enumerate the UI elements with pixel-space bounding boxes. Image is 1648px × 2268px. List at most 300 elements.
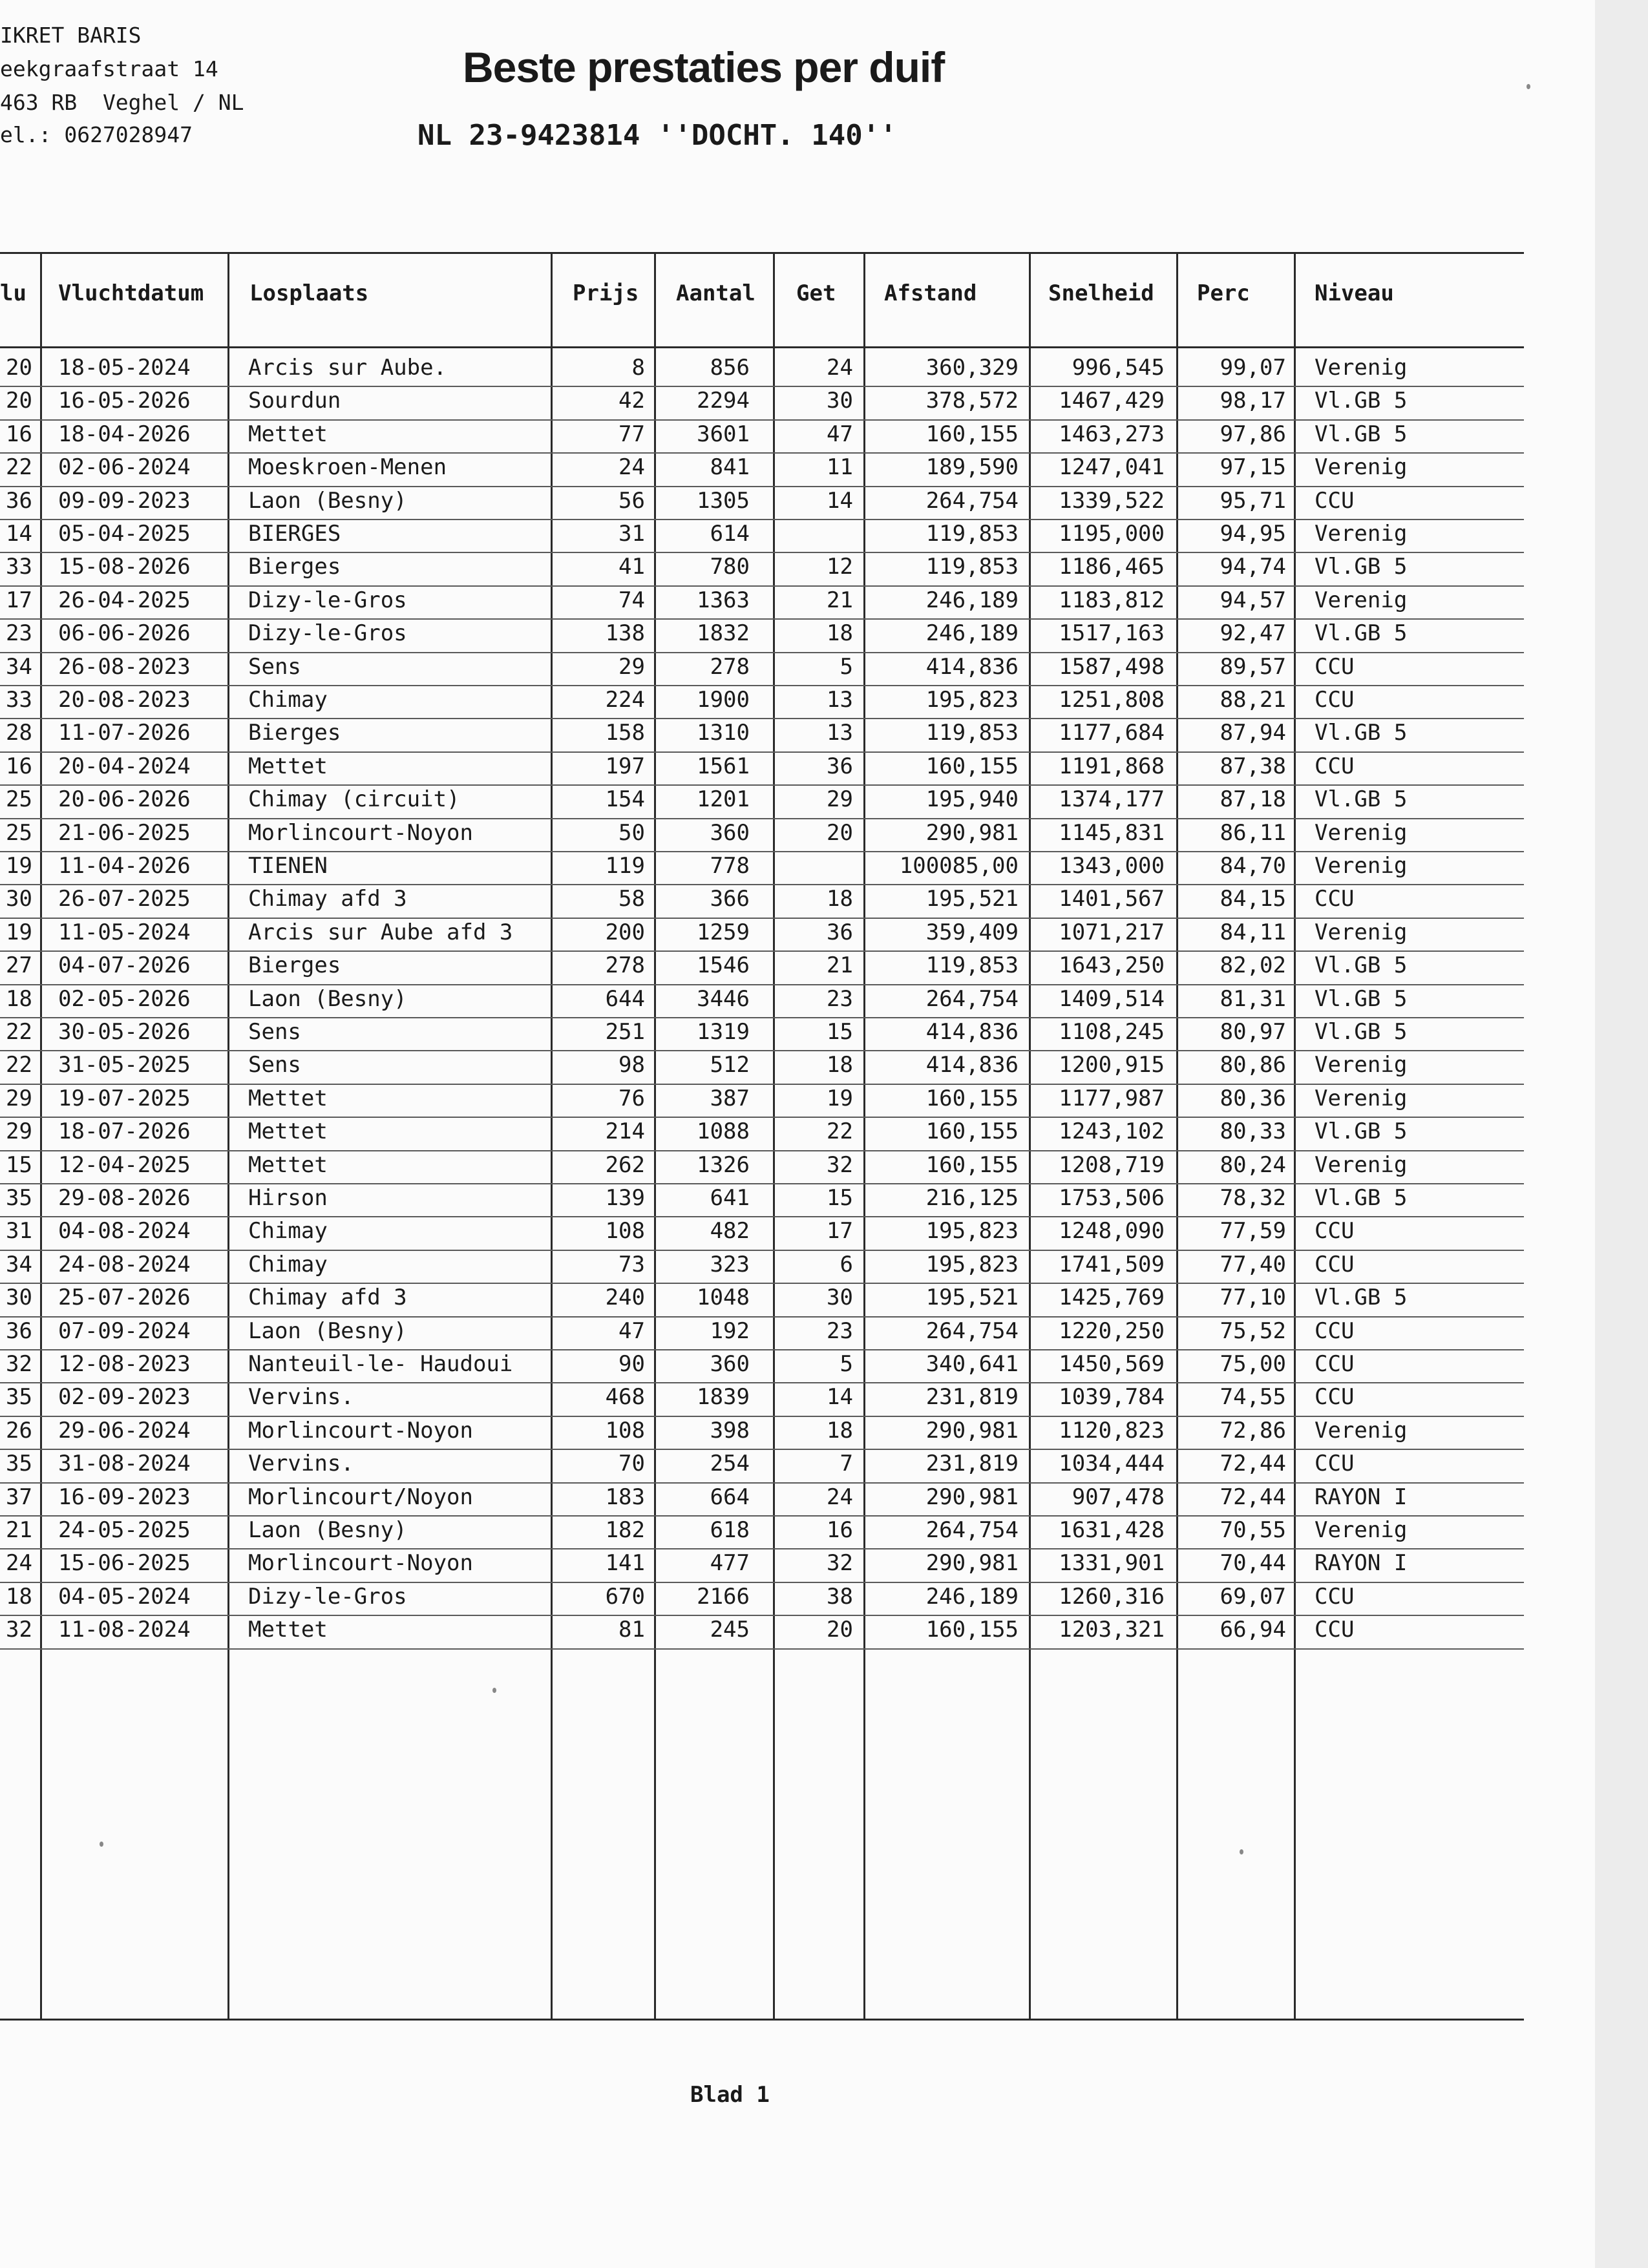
table-cell: 12-04-2025 [58,1151,191,1178]
table-cell: Laon (Besny) [248,985,407,1012]
owner-phone: el.: 0627028947 [0,122,193,147]
table-cell: 04-05-2024 [58,1583,191,1610]
table-cell: 1363 [697,587,750,613]
table-cell: 77,40 [1220,1251,1286,1277]
table-cell: 84,70 [1220,853,1286,879]
table-cell: 25 [6,819,32,846]
table-cell: 72,86 [1220,1417,1286,1444]
table-cell: 26-04-2025 [58,587,191,613]
table-cell: Verenig [1315,521,1408,547]
table-cell: 19 [6,853,32,879]
table-cell: 23 [827,985,853,1012]
table-cell: Laon (Besny) [248,487,407,514]
table-cell: 195,521 [925,1285,1019,1311]
column-header: Aantal [676,280,755,306]
table-cell: 13 [827,687,853,713]
table-cell: 02-06-2024 [58,454,191,481]
row-divider [0,718,1524,719]
table-cell: 246,189 [925,1583,1019,1610]
row-divider [0,1382,1524,1383]
column-header: Niveau [1315,280,1394,306]
table-cell: Chimay [248,687,328,713]
table-cell: Vl.GB 5 [1315,952,1408,979]
table-cell: Chimay afd 3 [248,886,407,912]
table-cell: Vl.GB 5 [1315,1019,1408,1045]
table-cell: 1203,321 [1059,1617,1165,1643]
table-cell: 160,155 [925,421,1019,447]
owner-street: eekgraafstraat 14 [0,56,218,81]
table-cell: 1463,273 [1059,421,1165,447]
table-cell: 50 [618,819,645,846]
table-cell: Laon (Besny) [248,1318,407,1344]
table-cell: 195,521 [925,886,1019,912]
table-cell: 20 [6,388,32,414]
table-cell: Sens [248,1052,301,1078]
table-cell: Vl.GB 5 [1315,554,1408,580]
table-cell: 160,155 [925,1617,1019,1643]
table-cell: CCU [1315,753,1355,779]
table-cell: 24-08-2024 [58,1251,191,1277]
table-cell: 36 [6,1318,32,1344]
table-cell: 12-08-2023 [58,1351,191,1377]
table-cell: 33 [6,687,32,713]
table-cell: 15 [827,1019,853,1045]
row-divider [0,618,1524,620]
table-cell: 23 [6,620,32,647]
table-cell: 245 [710,1617,750,1643]
table-cell: 6 [840,1251,853,1277]
table-cell: Morlincourt-Noyon [248,819,473,846]
table-cell: 77,10 [1220,1285,1286,1311]
table-cell: 1409,514 [1059,985,1165,1012]
table-cell: Verenig [1315,1151,1408,1178]
row-divider [0,851,1524,852]
table-cell: 1183,812 [1059,587,1165,613]
table-cell: 1088 [697,1118,750,1145]
table-cell: 119,853 [925,554,1019,580]
row-divider [0,1250,1524,1251]
pigeon-id: NL 23-9423814 ''DOCHT. 140'' [417,119,897,152]
table-cell: 29 [827,786,853,813]
table-cell: 19 [6,919,32,945]
table-cell: 30 [6,1285,32,1311]
table-cell: 77 [618,421,645,447]
table-cell: 75,52 [1220,1318,1286,1344]
table-cell: Dizy-le-Gros [248,1583,407,1610]
table-cell: 996,545 [1072,355,1165,381]
table-cell: 78,32 [1220,1185,1286,1211]
table-cell: TIENEN [248,853,328,879]
table-cell: 1177,987 [1059,1085,1165,1111]
table-cell: 31-08-2024 [58,1451,191,1477]
table-cell: 11-08-2024 [58,1617,191,1643]
table-cell: 240 [605,1285,645,1311]
table-cell: 246,189 [925,587,1019,613]
table-cell: Vl.GB 5 [1315,620,1408,647]
table-cell: 42 [618,388,645,414]
row-divider [0,1515,1524,1517]
row-divider [0,950,1524,952]
table-cell: 27 [6,952,32,979]
table-cell: 06-06-2026 [58,620,191,647]
table-cell: 366 [710,886,750,912]
table-cell: Morlincourt-Noyon [248,1417,473,1444]
table-cell: 414,836 [925,1052,1019,1078]
table-cell: 80,33 [1220,1118,1286,1145]
table-cell: CCU [1315,687,1355,713]
table-cell: 11 [827,454,853,481]
table-cell: 29-08-2026 [58,1185,191,1211]
table-cell: 20-08-2023 [58,687,191,713]
table-cell: 11-07-2026 [58,720,191,746]
table-cell: 290,981 [925,1550,1019,1577]
table-cell: Sens [248,653,301,680]
table-cell: 1343,000 [1059,853,1165,879]
table-cell: 231,819 [925,1384,1019,1411]
table-cell: 73 [618,1251,645,1277]
row-divider [0,1582,1524,1583]
table-cell: 1120,823 [1059,1417,1165,1444]
row-divider [0,1017,1524,1018]
table-cell: 84,15 [1220,886,1286,912]
table-cell: CCU [1315,1583,1355,1610]
table-cell: 75,00 [1220,1351,1286,1377]
table-cell: 664 [710,1484,750,1510]
table-cell: 482 [710,1218,750,1244]
table-cell: 35 [6,1384,32,1411]
row-divider [0,1117,1524,1118]
table-cell: Arcis sur Aube afd 3 [248,919,513,945]
table-cell: 20 [827,819,853,846]
table-cell: 18 [6,1583,32,1610]
table-cell: 70,55 [1220,1517,1286,1543]
table-cell: 31 [6,1218,32,1244]
table-cell: 21 [827,587,853,613]
table-cell: 21 [6,1517,32,1543]
table-cell: 1741,509 [1059,1251,1165,1277]
table-cell: Dizy-le-Gros [248,620,407,647]
scan-speck [100,1842,103,1847]
column-header: Afstand [884,280,977,306]
table-cell: 1191,868 [1059,753,1165,779]
table-cell: Sens [248,1019,301,1045]
table-cell: 264,754 [925,1517,1019,1543]
table-cell: 1900 [697,687,750,713]
table-cell: 778 [710,853,750,879]
table-cell: 18-07-2026 [58,1118,191,1145]
table-cell: 22 [827,1118,853,1145]
table-cell: 264,754 [925,985,1019,1012]
table-cell: 1220,250 [1059,1318,1165,1344]
table-cell: 41 [618,554,645,580]
table-cell: 1259 [697,919,750,945]
table-cell: CCU [1315,1318,1355,1344]
table-cell: CCU [1315,1384,1355,1411]
table-cell: 378,572 [925,388,1019,414]
table-cell: 160,155 [925,1085,1019,1111]
table-cell: 98,17 [1220,388,1286,414]
table-cell: Verenig [1315,587,1408,613]
table-cell: 32 [827,1151,853,1178]
row-divider [0,1648,1524,1650]
table-cell: 1260,316 [1059,1583,1165,1610]
table-cell: 3601 [697,421,750,447]
table-cell: 56 [618,487,645,514]
table-cell: 72,44 [1220,1451,1286,1477]
table-cell: 1425,769 [1059,1285,1165,1311]
table-cell: 119,853 [925,952,1019,979]
table-cell: 1319 [697,1019,750,1045]
table-cell: 94,74 [1220,554,1286,580]
table-cell: 160,155 [925,1151,1019,1178]
table-cell: CCU [1315,1251,1355,1277]
table-cell: 88,21 [1220,687,1286,713]
row-divider [0,1548,1524,1549]
table-cell: 34 [6,653,32,680]
table-cell: 264,754 [925,1318,1019,1344]
table-cell: 1305 [697,487,750,514]
table-cell: Vervins. [248,1451,354,1477]
table-cell: 1186,465 [1059,554,1165,580]
table-cell: 195,823 [925,1251,1019,1277]
table-cell: 138 [605,620,645,647]
table-cell: 26-07-2025 [58,886,191,912]
table-cell: 04-08-2024 [58,1218,191,1244]
table-cell: 1145,831 [1059,819,1165,846]
table-cell: CCU [1315,1451,1355,1477]
table-cell: 108 [605,1417,645,1444]
table-cell: 1248,090 [1059,1218,1165,1244]
table-cell: Chimay [248,1251,328,1277]
table-cell: 33 [6,554,32,580]
table-cell: 98 [618,1052,645,1078]
table-cell: CCU [1315,886,1355,912]
table-cell: 24 [618,454,645,481]
table-cell: 1643,250 [1059,952,1165,979]
table-cell: 1401,567 [1059,886,1165,912]
table-cell: 25-07-2026 [58,1285,191,1311]
table-cell: 1450,569 [1059,1351,1165,1377]
row-divider [0,552,1524,553]
table-cell: 24 [827,1484,853,1510]
row-divider [0,419,1524,421]
table-cell: 182 [605,1517,645,1543]
table-cell: 32 [827,1550,853,1577]
table-cell: 29 [6,1118,32,1145]
table-cell: 278 [605,952,645,979]
row-divider [0,585,1524,587]
row-divider [0,1183,1524,1184]
scan-speck [1527,84,1530,89]
table-cell: Mettet [248,1617,328,1643]
table-cell: 09-09-2023 [58,487,191,514]
row-divider [0,884,1524,885]
table-cell: 30 [827,1285,853,1311]
table-cell: 94,57 [1220,587,1286,613]
column-header: Vluchtdatum [58,280,204,306]
row-divider [0,1050,1524,1051]
table-cell: 100085,00 [899,853,1019,879]
column-header: lu [0,280,26,306]
table-cell: 87,94 [1220,720,1286,746]
table-cell: 86,11 [1220,819,1286,846]
table-cell: 290,981 [925,1417,1019,1444]
table-cell: 360,329 [925,355,1019,381]
table-cell: 360 [710,1351,750,1377]
table-cell: Vl.GB 5 [1315,421,1408,447]
table-cell: 1517,163 [1059,620,1165,647]
table-cell: 38 [827,1583,853,1610]
row-divider [0,1216,1524,1217]
table-cell: 195,823 [925,687,1019,713]
table-cell: 16 [6,421,32,447]
table-cell: Vl.GB 5 [1315,720,1408,746]
table-cell: 8 [631,355,645,381]
table-cell: 36 [827,753,853,779]
table-cell: 359,409 [925,919,1019,945]
table-cell: Bierges [248,554,341,580]
table-cell: 414,836 [925,653,1019,680]
column-header: Snelheid [1048,280,1154,306]
table-cell: 95,71 [1220,487,1286,514]
table-cell: 26-08-2023 [58,653,191,680]
table-cell: 158 [605,720,645,746]
table-cell: 11-04-2026 [58,853,191,879]
page-footer: Blad 1 [690,2082,770,2108]
column-divider [40,252,42,2020]
table-cell: 18 [827,886,853,912]
row-divider [0,1416,1524,1417]
table-cell: 195,823 [925,1218,1019,1244]
table-cell: 14 [827,487,853,514]
table-cell: CCU [1315,1351,1355,1377]
table-cell: 907,478 [1072,1484,1165,1510]
table-cell: 37 [6,1484,32,1510]
table-cell: 780 [710,554,750,580]
table-cell: 1331,901 [1059,1550,1165,1577]
table-cell: 200 [605,919,645,945]
table-cell: Mettet [248,421,328,447]
table-cell: 02-05-2026 [58,985,191,1012]
table-cell: 32 [6,1351,32,1377]
table-cell: 87,38 [1220,753,1286,779]
table-cell: 66,94 [1220,1617,1286,1643]
table-cell: 18 [827,1052,853,1078]
table-cell: 1201 [697,786,750,813]
table-cell: 160,155 [925,753,1019,779]
table-cell: 5 [840,1351,853,1377]
table-cell: 119,853 [925,720,1019,746]
table-cell: 36 [6,487,32,514]
table-cell: Nanteuil-le- Haudoui [248,1351,513,1377]
table-cell: 04-07-2026 [58,952,191,979]
table-cell: 1753,506 [1059,1185,1165,1211]
column-divider [227,252,229,2020]
table-cell: 1374,177 [1059,786,1165,813]
table-cell: 512 [710,1052,750,1078]
table-cell: 290,981 [925,1484,1019,1510]
table-cell: Verenig [1315,919,1408,945]
table-cell: 1467,429 [1059,388,1165,414]
table-cell: 1071,217 [1059,919,1165,945]
table-cell: 20-06-2026 [58,786,191,813]
table-cell: Mettet [248,753,328,779]
table-cell: 16-05-2026 [58,388,191,414]
table-cell: 290,981 [925,819,1019,846]
table-cell: Verenig [1315,1085,1408,1111]
table-cell: Laon (Besny) [248,1517,407,1543]
table-cell: Mettet [248,1151,328,1178]
table-cell: 97,15 [1220,454,1286,481]
table-cell: Bierges [248,720,341,746]
row-divider [0,784,1524,786]
row-divider [0,652,1524,653]
column-divider [1294,252,1296,2020]
table-cell: Moeskroen-Menen [248,454,447,481]
table-cell: Vl.GB 5 [1315,1185,1408,1211]
row-divider [0,685,1524,686]
column-header: Prijs [573,280,639,306]
table-cell: Mettet [248,1118,328,1145]
table-cell: 1195,000 [1059,521,1165,547]
table-cell: 30-05-2026 [58,1019,191,1045]
table-cell: 477 [710,1550,750,1577]
table-cell: 154 [605,786,645,813]
table-cell: 195,940 [925,786,1019,813]
table-cell: 18 [827,1417,853,1444]
table-cell: 36 [827,919,853,945]
table-cell: 14 [6,521,32,547]
table-cell: 231,819 [925,1451,1019,1477]
table-cell: CCU [1315,1218,1355,1244]
table-cell: 18-05-2024 [58,355,191,381]
table-cell: 90 [618,1351,645,1377]
table-cell: 644 [605,985,645,1012]
table-cell: 30 [827,388,853,414]
table-cell: Vl.GB 5 [1315,985,1408,1012]
table-cell: 24 [827,355,853,381]
table-cell: Vervins. [248,1384,354,1411]
table-cell: 360 [710,819,750,846]
table-cell: 31 [618,521,645,547]
table-cell: 18 [827,620,853,647]
row-divider [0,1349,1524,1350]
table-cell: 224 [605,687,645,713]
table-cell: 1310 [697,720,750,746]
table-cell: RAYON I [1315,1550,1408,1577]
table-cell: 70,44 [1220,1550,1286,1577]
table-cell: 1208,719 [1059,1151,1165,1178]
table-cell: 1200,915 [1059,1052,1165,1078]
table-cell: 841 [710,454,750,481]
table-cell: Verenig [1315,1517,1408,1543]
table-cell: 47 [827,421,853,447]
table-cell: 468 [605,1384,645,1411]
table-cell: 670 [605,1583,645,1610]
row-divider [0,1316,1524,1318]
table-cell: Chimay afd 3 [248,1285,407,1311]
table-cell: 254 [710,1451,750,1477]
table-cell: Chimay [248,1218,328,1244]
table-cell: 76 [618,1085,645,1111]
table-cell: 216,125 [925,1185,1019,1211]
table-cell: 34 [6,1251,32,1277]
table-cell: 1251,808 [1059,687,1165,713]
table-cell: 1561 [697,753,750,779]
row-divider [0,751,1524,753]
table-cell: 18-04-2026 [58,421,191,447]
table-cell: 197 [605,753,645,779]
